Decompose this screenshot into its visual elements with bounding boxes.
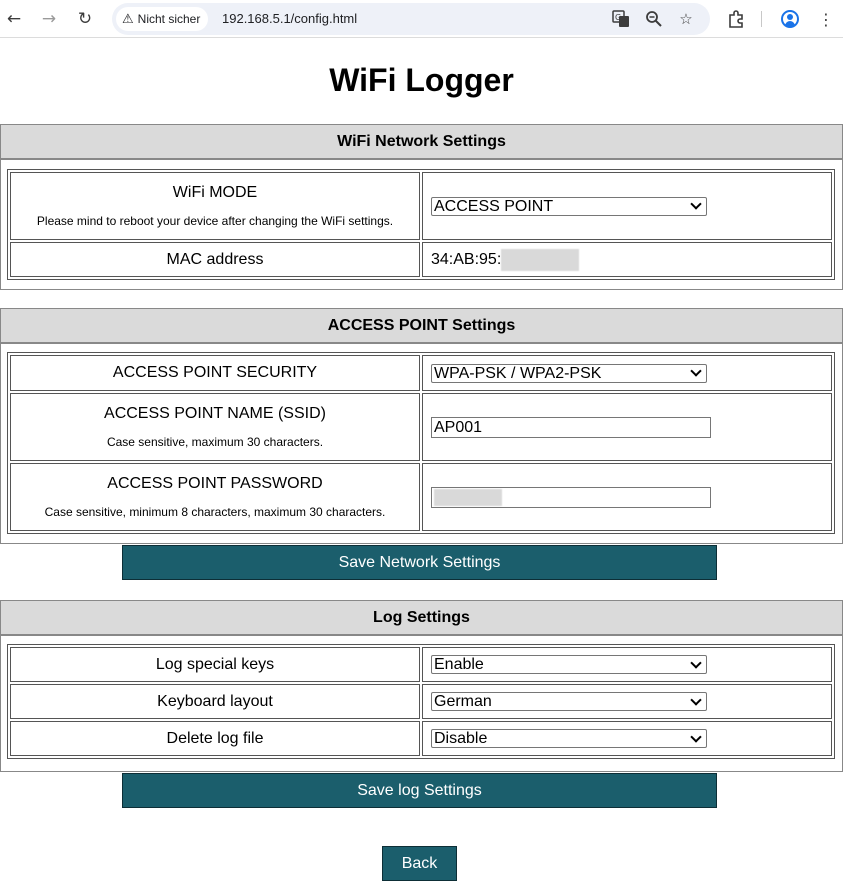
delete-log-selected: Disable xyxy=(434,730,488,747)
ap-security-select[interactable] xyxy=(431,364,707,383)
section-heading: ACCESS POINT Settings xyxy=(1,309,842,344)
back-button[interactable]: Back xyxy=(382,846,457,881)
wifi-network-section xyxy=(0,124,843,290)
wifi-settings-table xyxy=(7,169,835,280)
chevron-down-icon xyxy=(690,731,701,742)
wifi-mode-select[interactable] xyxy=(431,197,707,216)
log-settings-table xyxy=(7,644,835,759)
page-content xyxy=(0,38,843,890)
table-row xyxy=(10,647,832,682)
star-icon[interactable]: ☆ xyxy=(679,10,693,28)
chevron-down-icon xyxy=(690,694,701,705)
ssid-input[interactable]: AP001 xyxy=(431,417,711,438)
password-cell xyxy=(10,463,420,531)
password-hint: Case sensitive, minimum 8 characters, maximum 30 characters. xyxy=(44,505,386,519)
password-value-cell xyxy=(422,463,832,531)
menu-icon[interactable]: ⋮ xyxy=(818,9,834,29)
delete-log-select[interactable] xyxy=(431,729,707,748)
keyboard-layout-selected: German xyxy=(434,693,492,710)
ssid-value-cell xyxy=(422,393,832,461)
table-row xyxy=(10,463,832,531)
wifi-mode-cell xyxy=(10,172,420,240)
mac-address-value: 34:AB:95: xyxy=(431,250,502,268)
chevron-down-icon xyxy=(690,657,701,668)
browser-toolbar xyxy=(0,0,843,38)
ap-security-label: ACCESS POINT SECURITY xyxy=(10,355,420,391)
table-row xyxy=(10,393,832,461)
wifi-mode-label: WiFi MODE xyxy=(172,184,258,201)
ssid-hint: Case sensitive, maximum 30 characters. xyxy=(106,435,324,449)
special-keys-label: Log special keys xyxy=(10,647,420,682)
mac-address-value-cell xyxy=(422,242,832,277)
mac-address-label: MAC address xyxy=(10,242,420,277)
ssid-label: ACCESS POINT NAME (SSID) xyxy=(104,405,326,422)
password-input[interactable] xyxy=(431,487,711,508)
extensions-icon[interactable] xyxy=(724,7,748,31)
table-row xyxy=(10,355,832,391)
table-row xyxy=(10,721,832,756)
table-row xyxy=(10,172,832,240)
log-settings-section xyxy=(0,600,843,772)
delete-log-label: Delete log file xyxy=(10,721,420,756)
section-heading: WiFi Network Settings xyxy=(1,125,842,160)
warning-triangle-icon: ⚠ xyxy=(122,11,134,27)
delete-log-value-cell xyxy=(422,721,832,756)
section-heading: Log Settings xyxy=(1,601,842,636)
wifi-mode-hint: Please mind to reboot your device after changing the WiFi settings. xyxy=(36,214,394,228)
toolbar-separator xyxy=(761,11,762,27)
translate-icon[interactable] xyxy=(610,8,632,30)
forward-arrow-icon[interactable]: → xyxy=(41,9,57,29)
table-row xyxy=(10,684,832,719)
table-row xyxy=(10,242,832,277)
keyboard-layout-select[interactable] xyxy=(431,692,707,711)
ssid-cell xyxy=(10,393,420,461)
reload-icon[interactable]: ↻ xyxy=(77,9,93,29)
keyboard-layout-label: Keyboard layout xyxy=(10,684,420,719)
address-bar[interactable] xyxy=(112,3,710,35)
ap-settings-table xyxy=(7,352,835,534)
special-keys-value-cell xyxy=(422,647,832,682)
security-chip[interactable] xyxy=(116,7,208,31)
ap-security-selected: WPA-PSK / WPA2-PSK xyxy=(434,364,602,382)
security-label: Nicht sicher xyxy=(137,12,201,26)
save-network-settings-button[interactable]: Save Network Settings xyxy=(122,545,717,580)
chevron-down-icon xyxy=(690,365,701,376)
zoom-icon[interactable] xyxy=(643,8,665,30)
ap-security-value-cell xyxy=(422,355,832,391)
svg-text:G: G xyxy=(615,13,622,22)
back-arrow-icon[interactable]: ← xyxy=(6,9,22,29)
redacted-block xyxy=(434,489,502,506)
special-keys-selected: Enable xyxy=(434,656,484,673)
keyboard-layout-value-cell xyxy=(422,684,832,719)
access-point-section xyxy=(0,308,843,544)
page-title: WiFi Logger xyxy=(329,62,514,98)
url-text[interactable]: 192.168.5.1/config.html xyxy=(222,11,358,26)
wifi-mode-value-cell xyxy=(422,172,832,240)
profile-icon[interactable] xyxy=(781,10,799,28)
special-keys-select[interactable] xyxy=(431,655,707,674)
password-label: ACCESS POINT PASSWORD xyxy=(107,475,323,492)
wifi-mode-selected: ACCESS POINT xyxy=(434,197,554,215)
redacted-block xyxy=(501,249,579,271)
chevron-down-icon xyxy=(690,198,701,209)
save-log-settings-button[interactable]: Save log Settings xyxy=(122,773,717,808)
